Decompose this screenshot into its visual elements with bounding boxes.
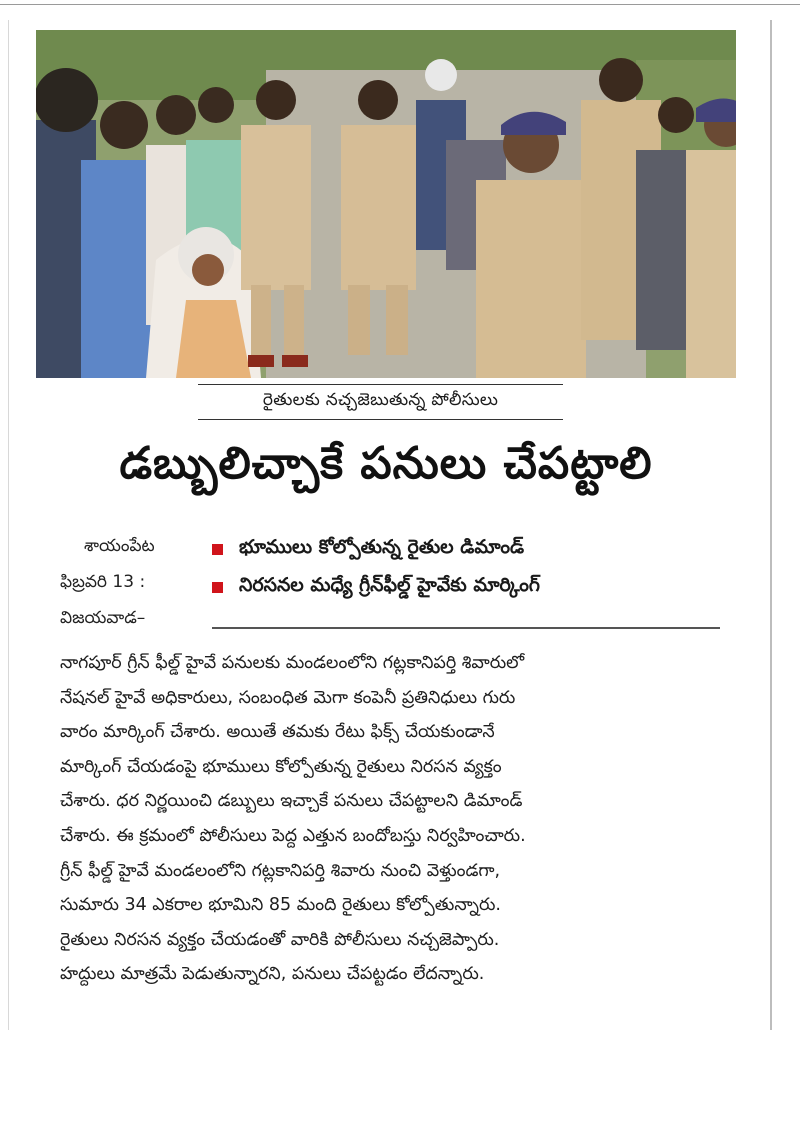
body-line: మార్కింగ్ చేయడంపై భూములు కోల్పోతున్న రైతులు నిరసన వ్యక్తం (60, 756, 502, 777)
body-line: హద్దులు మాత్రమే పెడుతున్నారని, పనులు చేపట్టడం లేదన్నారు. (60, 964, 485, 985)
body-line: సుమారు 34 ఎకరాల భూమిని 85 మంది రైతులు కోల్పోతున్నారు. (60, 895, 501, 916)
body-line: వారం మార్కింగ్ చేశారు. అయితే తమకు రేటు ఫిక్స్ చేయకుండానే (60, 722, 495, 743)
subhead-text: భూములు కోల్పోతున్న రైతుల డిమాండ్ (239, 535, 525, 558)
news-photo-icon (36, 30, 736, 378)
body-line: చేశారు. ధర నిర్ణయించి డబ్బులు ఇచ్చాకే పనులు చేపట్టాలని డిమాండ్ (60, 791, 523, 812)
body-line: రైతులు నిరసన వ్యక్తం చేయడంతో వారికి పోలీసులు నచ్చజెప్పారు. (60, 929, 500, 950)
body-line: చేశారు. ఈ క్రమంలో పోలీసులు పెద్ద ఎత్తున బందోబస్తు నిర్వహించారు. (60, 825, 526, 846)
headline: డబ్బులిచ్చాకే పనులు చేపట్టాలి (119, 438, 653, 489)
dateline-date: ఫిబ్రవరి 13 : (60, 572, 146, 592)
subhead-item (212, 530, 732, 568)
subhead-text: నిరసనల మధ్యే గ్రీన్‌ఫీల్డ్ హైవేకు మార్కింగ్ (239, 573, 540, 596)
news-photo (36, 30, 736, 378)
bullet-icon (212, 582, 223, 593)
top-rule (0, 4, 800, 5)
body-line: నాగపూర్ గ్రీన్ ఫీల్డ్ హైవే పనులకు మండలంలోని గట్లకానిపర్తి శివారులో (60, 653, 525, 673)
subhead-rule (212, 627, 720, 629)
photo-caption: రైతులకు నచ్చజెబుతున్న పోలీసులు (198, 384, 563, 420)
dateline (60, 528, 210, 636)
dateline-source: విజయవాడ– (60, 608, 146, 628)
subheads (212, 530, 732, 606)
bullet-icon (212, 544, 223, 555)
column-rule-right (770, 20, 772, 1030)
body-line: నేషనల్ హైవే అధికారులు, సంబంధిత మెగా కంపెనీ ప్రతినిధులు గురు (60, 687, 516, 708)
article-body (60, 646, 746, 992)
subhead-item (212, 568, 732, 606)
column-rule-left (8, 20, 9, 1030)
dateline-city: శాయంపేట (84, 536, 155, 556)
body-line: గ్రీన్ ఫీల్డ్ హైవే మండలంలోని గట్లకానిపర్తి శివారు నుంచి వెళ్తుండగా, (60, 860, 501, 881)
